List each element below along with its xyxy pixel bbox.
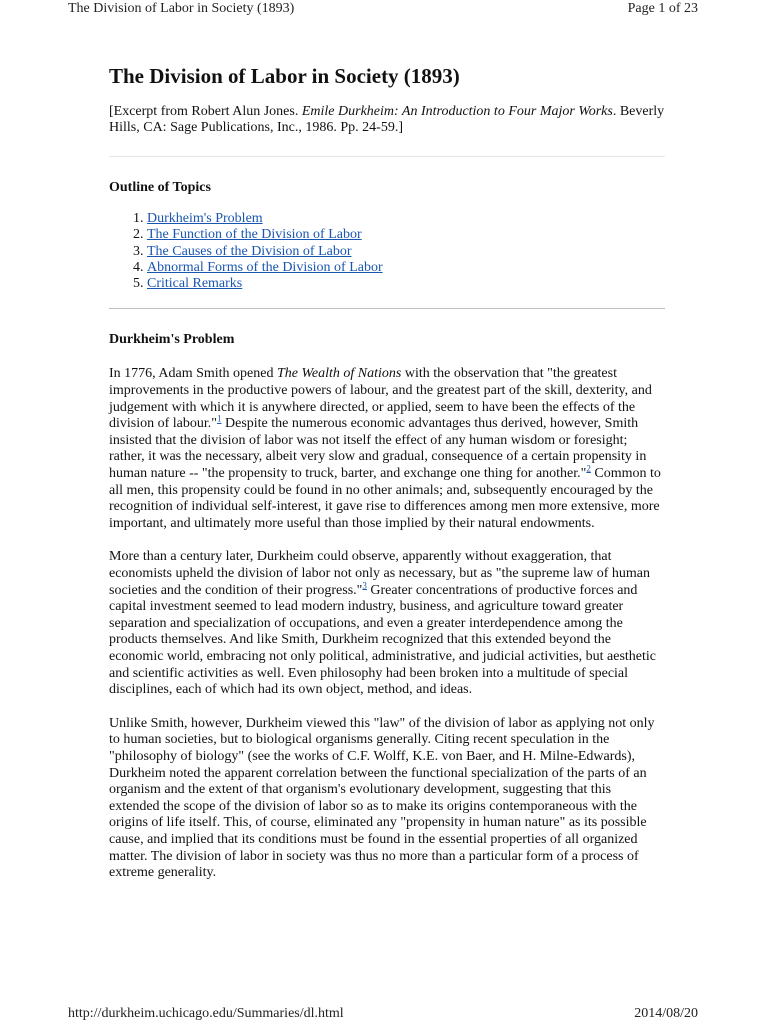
section-divider (109, 308, 665, 309)
paragraph-text: Greater concentrations of productive forces and capital investment seemed to lead modern industry, business, and agriculture toward greater separation and specialization of occupations, and even a greater interdependence among the products themselves. And like Smith, Durkheim recognized that this extended beyond the economic world, embracing not only political, administrative, and judicial activities, but aesthetic and scientific activities as well. Even philosophy had been broken into a multitude of special disciplines, each of which had its own object, method, and ideas. (109, 582, 657, 698)
paragraph-3: Unlike Smith, however, Durkheim viewed this "law" of the division of labor as applying not only to human societies, but to biological organisms generally. Citing recent speculation in the "philosophy of biology" (see the works of C.F. Wolff, K.E. von Baer, and H. Milne-Edwards), Durkheim noted the apparent correlation between the functional specialization of the parts of an organism and the extent of that organism's evolutionary development, suggesting that this extended the scope of the division of labor so as to make its origins contemporaneous with the origins of life itself. This, of course, eliminated any "propensity in human nature" as its possible cause, and implied that its conditions must be found in the essential properties of all organized matter. The division of labor in society was thus no more than a particular form of a process of extreme generality. (109, 715, 655, 881)
outline-item (147, 211, 665, 227)
outline-link-function[interactable]: The Function of the Division of Labor (147, 227, 362, 243)
excerpt-book-title: Emile Durkheim: An Introduction to Four Major Works (301, 104, 613, 119)
paragraph-text: In 1776, Adam Smith opened (109, 366, 277, 382)
excerpt-citation (109, 104, 665, 136)
outline-link-durkheims-problem[interactable]: Durkheim's Problem (147, 211, 263, 226)
footnote-link-3[interactable]: 3 (362, 579, 367, 590)
outline-item (147, 260, 665, 276)
print-header (68, 0, 698, 20)
paragraph-1 (109, 366, 665, 532)
outline-item (147, 244, 665, 260)
print-header-page-number: Page 1 of 23 (627, 1, 698, 16)
outline-link-causes[interactable]: The Causes of the Division of Labor (147, 243, 352, 259)
paragraph-text: More than a century later, Durkheim could observe, apparently without exaggeration, that economists upheld the division of labor not only as necessary, but as "the supreme law of human societies and the condition of their progress." (109, 549, 650, 598)
book-title: The Wealth of Nations (277, 366, 402, 382)
paragraph-2 (109, 549, 665, 698)
print-footer-url: http://durkheim.uchicago.edu/Summaries/dl.html (68, 1006, 344, 1021)
outline-heading: Outline of Topics (109, 180, 211, 195)
excerpt-suffix: . Beverly Hills, CA: Sage Publications, Inc., 1986. Pp. 24-59.] (109, 104, 665, 135)
paragraph-text: Despite the numerous economic advantages thus derived, however, Smith insisted that the division of labor was not itself the effect of any human wisdom or foresight; rather, it was the necessary, albeit very slow and gradual, consequence of a certain propensity in human nature -- "the propensity to truck, barter, and exchange one thing for another." (109, 416, 647, 482)
print-footer (68, 1005, 698, 1024)
paragraph-text: Common to all men, this propensity could be found in no other animals; and, subsequently encouraged by the recognition of individual self-interest, it gave rise to differences among men more extensive, more important, and ultimately more useful than those implied by their natural endowments. (109, 466, 661, 531)
footnote-link-1[interactable]: 1 (217, 413, 222, 424)
document-content (109, 62, 665, 882)
excerpt-prefix: [Excerpt from Robert Alun Jones. (109, 104, 302, 119)
print-header-title: The Division of Labor in Society (1893) (68, 1, 295, 16)
outline-item (147, 276, 665, 292)
outline-item (147, 227, 665, 243)
divider (109, 156, 665, 157)
outline-list (109, 211, 665, 292)
print-footer-date: 2014/08/20 (634, 1006, 698, 1021)
outline-link-critical-remarks[interactable]: Critical Remarks (147, 276, 243, 292)
footnote-link-2[interactable]: 2 (586, 463, 591, 474)
outline-link-abnormal-forms[interactable]: Abnormal Forms of the Division of Labor (147, 259, 383, 275)
paragraph-text: with the observation that "the greatest improvements in the productive powers of labour, and the greatest part of the skill, dexterity, and judgement with which it is anywhere directed, or applied, seem to have been the effects of the division of labour." (109, 366, 652, 432)
section-heading: Durkheim's Problem (109, 332, 235, 348)
page-title: The Division of Labor in Society (1893) (109, 64, 460, 88)
